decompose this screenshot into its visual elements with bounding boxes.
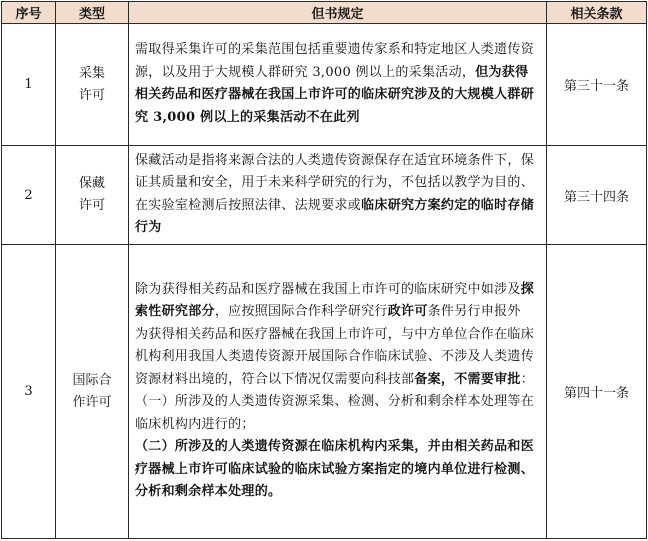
- row-type: [56, 24, 129, 146]
- proviso-text: ，应按照国际合作科学研究行: [214, 304, 388, 319]
- proviso-bold-text: 但为获得相关药品和医疗器械在我国上市许可的临床研究涉及的大规模人群研究 3,000 例以上的采集活动不在此列: [135, 64, 535, 125]
- row-seq: 3: [2, 245, 56, 539]
- row-seq: 1: [2, 24, 56, 146]
- row-type: [56, 146, 129, 245]
- header-row: [2, 2, 647, 24]
- header-proviso: 但书规定: [129, 2, 547, 24]
- proviso-text: 为获得相关药品和医疗器械在我国上市许可，与中方单位合作在临床机构利用我国人类遗传资源开展国际合作临床试验、不涉及人类遗传资源材料出境的，符合以下情况仅需要向科技部: [135, 326, 535, 387]
- header-article: 相关条款: [547, 2, 647, 24]
- proviso-bold-text: 备案，不需要审批: [414, 371, 521, 387]
- proviso-bold-text: 政许可: [387, 304, 428, 319]
- table-row: [2, 146, 647, 245]
- row-type-line: 作许可: [72, 394, 112, 410]
- header-type: 类型: [56, 2, 129, 24]
- proviso-bold-text: 探索性研究部分: [135, 281, 535, 319]
- table-row: [2, 245, 647, 539]
- header-seq: 序号: [2, 2, 56, 24]
- row-proviso: [129, 146, 547, 245]
- proviso-paragraph: [135, 279, 540, 324]
- row-type-line: 许可: [78, 87, 105, 103]
- row-type: [56, 245, 129, 539]
- proviso-text: 条件另行申报外: [427, 304, 521, 319]
- proviso-bold-text: 临床研究方案约定的临时存储行为: [135, 197, 535, 235]
- proviso-text: ：: [520, 371, 535, 387]
- row-article: 第四十一条: [547, 245, 647, 539]
- row-type-line: 保藏: [78, 176, 105, 191]
- proviso-bold-paragraph: （二）所涉及的人类遗传资源在临床机构内采集，并由相关药品和医疗器械上市许可临床试验的临床试验方案指定的境内单位进行检测、分析和剩余样本处理的。: [135, 439, 535, 499]
- row-proviso: [129, 245, 547, 539]
- row-type-line: 国际合: [72, 372, 112, 388]
- proviso-paragraph: （一）所涉及的人类遗传资源采集、检测、分析和剩余样本处理等在临床机构内进行的；: [135, 394, 535, 432]
- table-row: [2, 24, 647, 146]
- row-proviso: [129, 24, 547, 146]
- proviso-text: 除为获得相关药品和医疗器械在我国上市许可的临床研究中如涉及: [135, 281, 521, 297]
- row-type-line: 采集: [78, 65, 105, 81]
- row-seq: 2: [2, 146, 56, 245]
- proviso-text: 需取得采集许可的采集范围包括重要遗传家系和特定地区人类遗传资源，以及用于大规模人群研究 3,000 例以上的采集活动，: [135, 42, 535, 80]
- proviso-paragraph: [135, 324, 540, 392]
- proviso-text: 保藏活动是指将来源合法的人类遗传资源保存在适宜环境条件下，保证其质量和安全，用于未来科学研究的行为，不包括以教学为目的、在实验室检测后按照法律、法规要求或: [135, 152, 535, 213]
- row-type-line: 许可: [78, 198, 105, 213]
- row-article: 第三十四条: [547, 146, 647, 245]
- proviso-table: [1, 1, 647, 539]
- row-article: 第三十一条: [547, 24, 647, 146]
